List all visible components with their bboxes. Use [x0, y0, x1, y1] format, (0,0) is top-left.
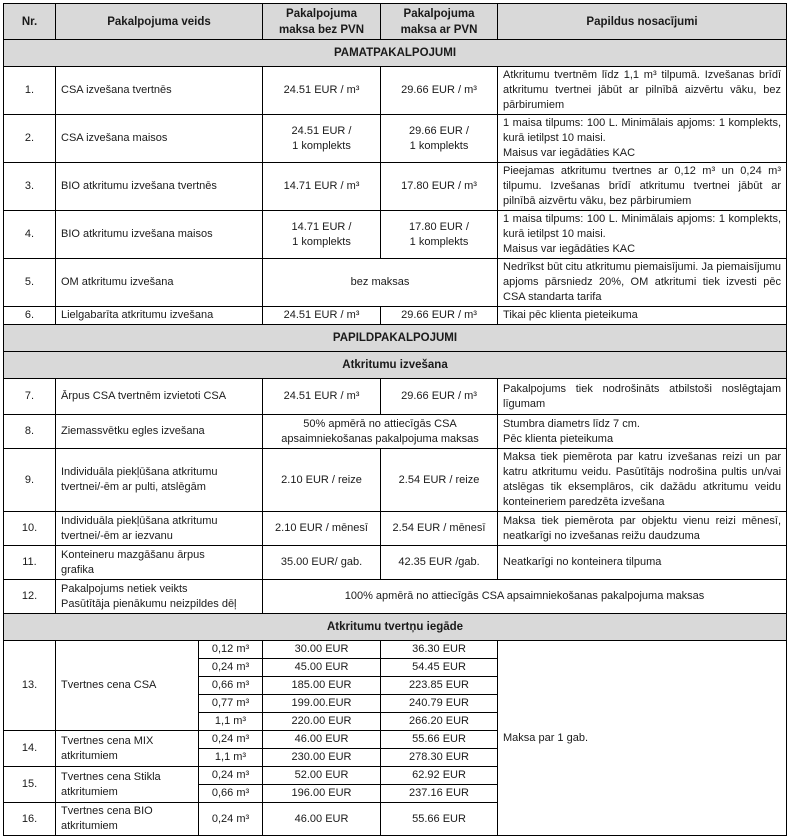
- additional-notes: Tikai pēc klienta pieteikuma: [498, 307, 787, 325]
- price-no-vat: 35.00 EUR/ gab.: [263, 546, 381, 580]
- bin-type: Tvertnes cena BIO atkritumiem: [56, 803, 199, 836]
- price-no-vat: 24.51 EUR / m³: [263, 67, 381, 115]
- price-vat: 29.66 EUR / m³: [381, 67, 498, 115]
- row-number: 9.: [4, 449, 56, 512]
- price-no-vat: 24.51 EUR / 1 komplekts: [263, 115, 381, 163]
- service-type: Lielgabarīta atkritumu izvešana: [56, 307, 263, 325]
- bin-volume: 0,24 m³: [199, 803, 263, 836]
- service-type: Konteineru mazgāšanu ārpus grafika: [56, 546, 263, 580]
- price-table: [3, 3, 787, 836]
- bin-type: Tvertnes cena MIX atkritumiem: [56, 731, 199, 767]
- additional-notes: Maksa tiek piemērota par objektu vienu reizi mēnesī, neatkarīgi no izvešanas reižu daudzuma: [498, 512, 787, 546]
- service-type: CSA izvešana tvertnēs: [56, 67, 263, 115]
- row-number: 10.: [4, 512, 56, 546]
- section-basic-title: PAMATPAKALPOJUMI: [4, 40, 787, 67]
- price-no-vat: 196.00 EUR: [263, 785, 381, 803]
- price-no-vat: 220.00 EUR: [263, 713, 381, 731]
- merged-price-note: 100% apmērā no attiecīgās CSA apsaimniekošanas pakalpojuma maksas: [263, 580, 787, 614]
- additional-notes: Neatkarīgi no konteinera tilpuma: [498, 546, 787, 580]
- row-number: 8.: [4, 415, 56, 449]
- section-bins-title: Atkritumu tvertņu iegāde: [4, 614, 787, 641]
- row-number: 3.: [4, 163, 56, 211]
- section-collection-title: Atkritumu izvešana: [4, 352, 787, 379]
- price-no-vat: 230.00 EUR: [263, 749, 381, 767]
- bin-volume: 1,1 m³: [199, 749, 263, 767]
- service-type: Pakalpojums netiek veikts Pasūtītāja pienākumu neizpildes dēļ: [56, 580, 263, 614]
- table-row: [4, 512, 787, 546]
- bin-volume: 0,12 m³: [199, 641, 263, 659]
- price-no-vat: 46.00 EUR: [263, 731, 381, 749]
- bin-type: Tvertnes cena CSA: [56, 641, 199, 731]
- row-number: 1.: [4, 67, 56, 115]
- additional-notes: 1 maisa tilpums: 100 L. Minimālais apjoms: 1 komplekts, kurā ietilpst 10 maisi. Maisus var iegādāties KAC: [498, 115, 787, 163]
- price-vat: 54.45 EUR: [381, 659, 498, 677]
- price-vat: 29.66 EUR / m³: [381, 379, 498, 415]
- bin-price-note: Maksa par 1 gab.: [498, 641, 787, 836]
- section-basic: [4, 40, 787, 67]
- table-row: [4, 546, 787, 580]
- service-type: BIO atkritumu izvešana tvertnēs: [56, 163, 263, 211]
- header-type: Pakalpojuma veids: [56, 4, 263, 40]
- header-nr: Nr.: [4, 4, 56, 40]
- bin-volume: 0,24 m³: [199, 659, 263, 677]
- service-type: OM atkritumu izvešana: [56, 259, 263, 307]
- price-no-vat: 30.00 EUR: [263, 641, 381, 659]
- bin-volume: 0,77 m³: [199, 695, 263, 713]
- price-vat: 278.30 EUR: [381, 749, 498, 767]
- header-price-no-vat: Pakalpojuma maksa bez PVN: [263, 4, 381, 40]
- price-vat: 62.92 EUR: [381, 767, 498, 785]
- row-number: 11.: [4, 546, 56, 580]
- table-row: [4, 449, 787, 512]
- section-collection: [4, 352, 787, 379]
- additional-notes: Stumbra diametrs līdz 7 cm. Pēc klienta pieteikuma: [498, 415, 787, 449]
- price-vat: 29.66 EUR / m³: [381, 307, 498, 325]
- table-row: [4, 67, 787, 115]
- section-additional: [4, 325, 787, 352]
- merged-price: 50% apmērā no attiecīgās CSA apsaimniekošanas pakalpojuma maksas: [263, 415, 498, 449]
- bin-volume: 0,66 m³: [199, 785, 263, 803]
- price-no-vat: 2.10 EUR / reize: [263, 449, 381, 512]
- row-number: 12.: [4, 580, 56, 614]
- additional-notes: Nedrīkst būt citu atkritumu piemaisījumi. Ja piemaisījumu apjoms pārsniedz 20%, OM atkritumi tiek izvesti pēc CSA standarta tarifa: [498, 259, 787, 307]
- price-vat: 2.54 EUR / reize: [381, 449, 498, 512]
- table-row: [4, 379, 787, 415]
- price-vat: 17.80 EUR / 1 komplekts: [381, 211, 498, 259]
- header-notes: Papildus nosacījumi: [498, 4, 787, 40]
- price-vat: 266.20 EUR: [381, 713, 498, 731]
- additional-notes: Pieejamas atkritumu tvertnes ar 0,12 m³ un 0,24 m³ tilpumu. Izvešanas brīdī atkritumu tvertnei jābūt ar pilnībā aizvērtu vāku, bez pārbirumiem: [498, 163, 787, 211]
- row-number: 13.: [4, 641, 56, 731]
- section-bins: [4, 614, 787, 641]
- additional-notes: Maksa tiek piemērota par katru izvešanas reizi un par katru atkritumu veidu. Pasūtītājs nodrošina pultis un/vai atslēgas tik eksemplāros, cik dažādu atkritumu veidu konteineriem paredzēta izvešana: [498, 449, 787, 512]
- service-type: BIO atkritumu izvešana maisos: [56, 211, 263, 259]
- row-number: 15.: [4, 767, 56, 803]
- price-vat: 42.35 EUR /gab.: [381, 546, 498, 580]
- price-no-vat: 46.00 EUR: [263, 803, 381, 836]
- table-row: [4, 415, 787, 449]
- service-type: Ziemassvētku egles izvešana: [56, 415, 263, 449]
- price-no-vat: 45.00 EUR: [263, 659, 381, 677]
- price-vat: 240.79 EUR: [381, 695, 498, 713]
- row-number: 14.: [4, 731, 56, 767]
- price-vat: 36.30 EUR: [381, 641, 498, 659]
- additional-notes: Pakalpojums tiek nodrošināts atbilstoši noslēgtajam līgumam: [498, 379, 787, 415]
- bin-type: Tvertnes cena Stikla atkritumiem: [56, 767, 199, 803]
- table-row: [4, 163, 787, 211]
- table-row: [4, 307, 787, 325]
- bin-price-row: [4, 641, 787, 659]
- table-row: [4, 580, 787, 614]
- price-no-vat: 52.00 EUR: [263, 767, 381, 785]
- price-no-vat: 24.51 EUR / m³: [263, 307, 381, 325]
- service-type: CSA izvešana maisos: [56, 115, 263, 163]
- price-no-vat: 14.71 EUR / m³: [263, 163, 381, 211]
- price-vat: 223.85 EUR: [381, 677, 498, 695]
- table-row: [4, 211, 787, 259]
- row-number: 7.: [4, 379, 56, 415]
- price-vat: 55.66 EUR: [381, 731, 498, 749]
- price-vat: 55.66 EUR: [381, 803, 498, 836]
- header-row: [4, 4, 787, 40]
- header-price-vat: Pakalpojuma maksa ar PVN: [381, 4, 498, 40]
- row-number: 16.: [4, 803, 56, 836]
- row-number: 6.: [4, 307, 56, 325]
- service-type: Individuāla piekļūšana atkritumu tvertnei/-ēm ar pulti, atslēgām: [56, 449, 263, 512]
- bin-volume: 0,66 m³: [199, 677, 263, 695]
- row-number: 2.: [4, 115, 56, 163]
- additional-notes: Atkritumu tvertnēm līdz 1,1 m³ tilpumā. Izvešanas brīdī atkritumu tvertnei jābūt ar pilnībā aizvērtu vāku, bez pārbirumiem: [498, 67, 787, 115]
- service-type: Individuāla piekļūšana atkritumu tvertnei/-ēm ar iezvanu: [56, 512, 263, 546]
- table-row: [4, 259, 787, 307]
- merged-price: bez maksas: [263, 259, 498, 307]
- table-row: [4, 115, 787, 163]
- row-number: 5.: [4, 259, 56, 307]
- bin-volume: 1,1 m³: [199, 713, 263, 731]
- price-vat: 17.80 EUR / m³: [381, 163, 498, 211]
- additional-notes: 1 maisa tilpums: 100 L. Minimālais apjoms: 1 komplekts, kurā ietilpst 10 maisi. Maisus var iegādāties KAC: [498, 211, 787, 259]
- service-type: Ārpus CSA tvertnēm izvietoti CSA: [56, 379, 263, 415]
- price-no-vat: 24.51 EUR / m³: [263, 379, 381, 415]
- price-vat: 237.16 EUR: [381, 785, 498, 803]
- price-vat: 29.66 EUR / 1 komplekts: [381, 115, 498, 163]
- section-additional-title: PAPILDPAKALPOJUMI: [4, 325, 787, 352]
- price-no-vat: 185.00 EUR: [263, 677, 381, 695]
- row-number: 4.: [4, 211, 56, 259]
- bin-volume: 0,24 m³: [199, 731, 263, 749]
- price-no-vat: 199.00.EUR: [263, 695, 381, 713]
- bin-volume: 0,24 m³: [199, 767, 263, 785]
- price-vat: 2.54 EUR / mēnesī: [381, 512, 498, 546]
- price-no-vat: 14.71 EUR / 1 komplekts: [263, 211, 381, 259]
- price-no-vat: 2.10 EUR / mēnesī: [263, 512, 381, 546]
